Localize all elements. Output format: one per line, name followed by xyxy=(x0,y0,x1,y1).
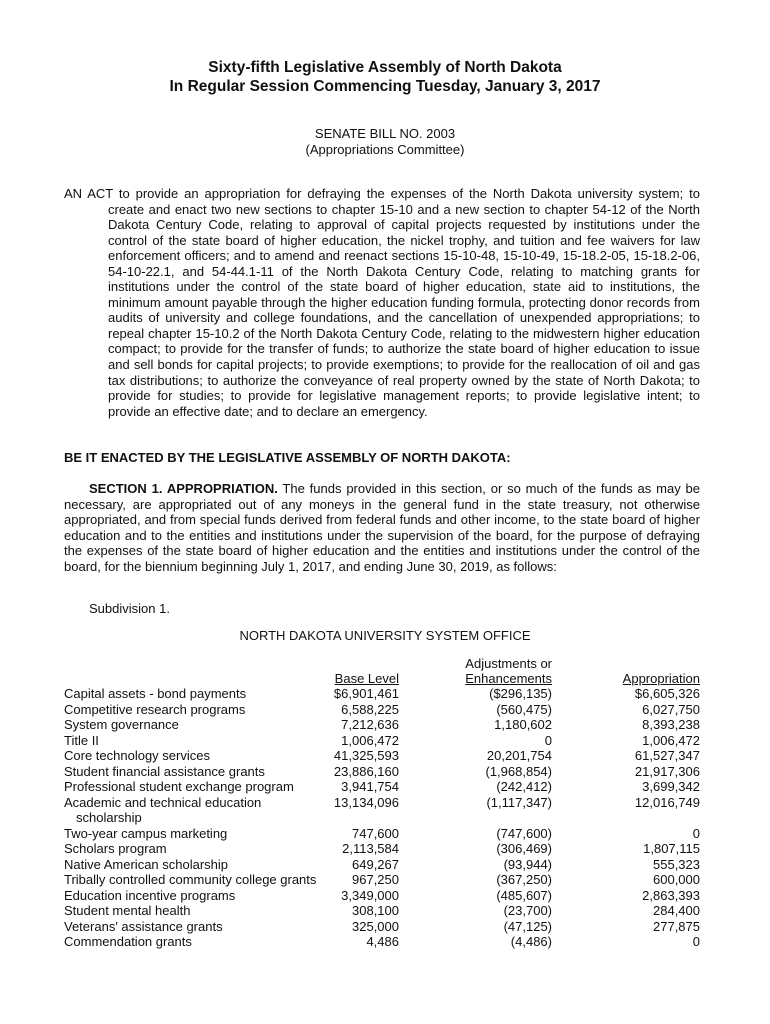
row-base-level: 325,000 xyxy=(352,918,399,934)
row-adjustment: 1,180,602 xyxy=(494,717,552,732)
row-adjustment: 0 xyxy=(544,732,552,748)
row-base-level: 41,325,593 xyxy=(333,748,399,763)
row-adjustment: (560,475) xyxy=(496,701,552,717)
row-appropriation: $6,605,326 xyxy=(634,686,700,701)
table-row xyxy=(64,702,700,718)
row-adjustment: ($296,135) xyxy=(489,686,552,701)
row-label-text: Capital assets - bond payments xyxy=(64,686,247,701)
row-base-level: 308,100 xyxy=(352,903,399,918)
row-label-text: Veterans' assistance grants xyxy=(64,918,223,934)
row-base-level: 967,250 xyxy=(352,872,399,887)
row-base-level: 7,212,636 xyxy=(341,717,399,732)
row-appropriation: 12,016,749 xyxy=(634,794,700,810)
row-label-text: Title II xyxy=(64,732,99,748)
table-row xyxy=(64,733,700,749)
row-label-text: Student mental health xyxy=(64,903,191,918)
row-adjustment: (1,117,347) xyxy=(486,794,552,810)
row-label-text: Competitive research programs xyxy=(64,701,246,717)
table-row xyxy=(64,934,700,950)
row-appropriation: 600,000 xyxy=(653,872,700,887)
row-adjustment: (93,944) xyxy=(503,856,552,872)
row-adjustment: (485,607) xyxy=(496,887,552,903)
table-row xyxy=(64,795,700,826)
assembly-title: Sixty-fifth Legislative Assembly of North Dakota xyxy=(208,59,562,76)
table-row xyxy=(64,686,700,702)
row-label-continuation: scholarship xyxy=(76,810,142,825)
row-label-text: System governance xyxy=(64,717,179,732)
row-base-level: 3,941,754 xyxy=(341,779,399,794)
bill-number: SENATE BILL NO. 2003 xyxy=(314,126,456,141)
row-adjustment: (47,125) xyxy=(503,918,552,934)
row-label-text: Academic and technical education xyxy=(64,794,262,810)
table-row xyxy=(64,872,700,888)
column-header-appropriation: Appropriation xyxy=(622,671,700,686)
act-paragraph: AN ACT to provide an appropriation for defraying the expenses of the North Dakota university system; to create and enact two new sections to chapter 15-10 and a new section to chapter 54-12 of the North Dakota Century Code, relating to approval of capital projects requested by institutions under the control of the state board of higher education, the nickel trophy, and tuition and fee waivers for law enforcement officers; and to amend and reenact sections 15-10-48, 15-10-49, 15-18.2-05, 15-18.2-06, 54-10-22.1, and 54-44.1-11 of the North Dakota Century Code, relating to matching grants for institutions under the control of the state board of higher education, state aid to institutions, the minimum amount payable through the higher education funding formula, protecting donor records from audits of university and college foundations, and the cancellation of unexpended appropriations; to repeal chapter 15-10.2 of the North Dakota Century Code, relating to the midwestern higher education compact; to provide for the transfer of funds; to authorize the state board of higher education to issue and sell bonds for capital projects; to provide exemptions; to provide for the reallocation of oil and gas tax distributions; to authorize the conveyance of real property owned by the state of North Dakota; to provide for studies; to provide for legislative management reports; to provide legislative intent; to provide an effective date; and to declare an emergency. xyxy=(64,186,700,419)
row-adjustment: (306,469) xyxy=(496,841,552,856)
row-appropriation: 8,393,238 xyxy=(642,717,700,732)
session-title: In Regular Session Commencing Tuesday, January 3, 2017 xyxy=(169,78,601,95)
row-base-level: 6,588,225 xyxy=(341,701,399,717)
row-label-text: Core technology services xyxy=(64,748,210,763)
table-title: NORTH DAKOTA UNIVERSITY SYSTEM OFFICE xyxy=(239,628,531,643)
row-base-level: 747,600 xyxy=(352,825,399,841)
table-row xyxy=(64,779,700,795)
column-header-adjustments-line2: Enhancements xyxy=(465,671,552,686)
row-label-text: Two-year campus marketing xyxy=(64,825,228,841)
appropriation-table xyxy=(64,686,700,950)
table-row xyxy=(64,903,700,919)
table-row xyxy=(64,857,700,873)
row-adjustment: (367,250) xyxy=(496,872,552,887)
row-label-text: Tribally controlled community college grants xyxy=(64,872,317,887)
row-adjustment: (23,700) xyxy=(503,903,552,918)
row-appropriation: 61,527,347 xyxy=(634,748,700,763)
row-label-text: Commendation grants xyxy=(64,934,192,949)
committee-name: (Appropriations Committee) xyxy=(305,142,465,157)
row-appropriation: 3,699,342 xyxy=(642,779,700,794)
row-label-text: Native American scholarship xyxy=(64,856,229,872)
row-base-level: 649,267 xyxy=(352,856,399,872)
column-header-adjustments-line1: Adjustments or xyxy=(465,656,552,671)
row-adjustment: (242,412) xyxy=(496,779,552,794)
section-1-body: The funds provided in this section, or so much of the funds as may be necessary, are appropriated out of any moneys in the general fund in the state treasury, not otherwise appropriated, and from special funds derived from federal funds and other income, to the state board of higher education and to the entities and institutions under the supervision of the board, for the purpose of defraying the expenses of the state board of higher education and the entities and institutions under the control of the board, for the biennium beginning July 1, 2017, and ending June 30, 2019, as follows: xyxy=(64,481,700,574)
table-row xyxy=(64,717,700,733)
row-base-level: 4,486 xyxy=(366,934,399,949)
row-appropriation: 277,875 xyxy=(653,918,700,934)
row-appropriation: 1,807,115 xyxy=(643,841,700,856)
row-base-level: 2,113,584 xyxy=(342,841,399,856)
row-label-text: Professional student exchange program xyxy=(64,779,294,794)
row-appropriation: 6,027,750 xyxy=(642,701,700,717)
row-base-level: 13,134,096 xyxy=(333,794,399,810)
row-base-level: 23,886,160 xyxy=(333,763,399,779)
table-row xyxy=(64,826,700,842)
row-base-level: 3,349,000 xyxy=(341,887,399,903)
table-row xyxy=(64,748,700,764)
column-header-base-level: Base Level xyxy=(334,671,399,686)
section-1-heading: SECTION 1. APPROPRIATION. xyxy=(89,481,278,496)
row-appropriation: 0 xyxy=(692,934,700,949)
row-base-level: 1,006,472 xyxy=(341,732,399,748)
row-appropriation: 555,323 xyxy=(653,856,700,872)
row-appropriation: 1,006,472 xyxy=(642,732,700,748)
table-row xyxy=(64,888,700,904)
table-row xyxy=(64,841,700,857)
table-row xyxy=(64,764,700,780)
row-adjustment: (747,600) xyxy=(496,825,552,841)
row-appropriation: 2,863,393 xyxy=(642,887,700,903)
table-row xyxy=(64,919,700,935)
row-label-text: Scholars program xyxy=(64,841,167,856)
section-1-paragraph xyxy=(64,481,700,575)
row-adjustment: (4,486) xyxy=(510,934,552,949)
row-appropriation: 0 xyxy=(692,825,700,841)
row-appropriation: 284,400 xyxy=(653,903,700,918)
row-label-text: Student financial assistance grants xyxy=(64,763,265,779)
enacting-clause: BE IT ENACTED BY THE LEGISLATIVE ASSEMBLY OF NORTH DAKOTA: xyxy=(64,450,511,465)
row-adjustment: (1,968,854) xyxy=(485,763,552,779)
row-label-text: Education incentive programs xyxy=(64,887,236,903)
row-adjustment: 20,201,754 xyxy=(486,748,552,763)
subdivision-label: Subdivision 1. xyxy=(89,601,170,616)
row-base-level: $6,901,461 xyxy=(333,686,399,701)
row-appropriation: 21,917,306 xyxy=(634,763,700,779)
